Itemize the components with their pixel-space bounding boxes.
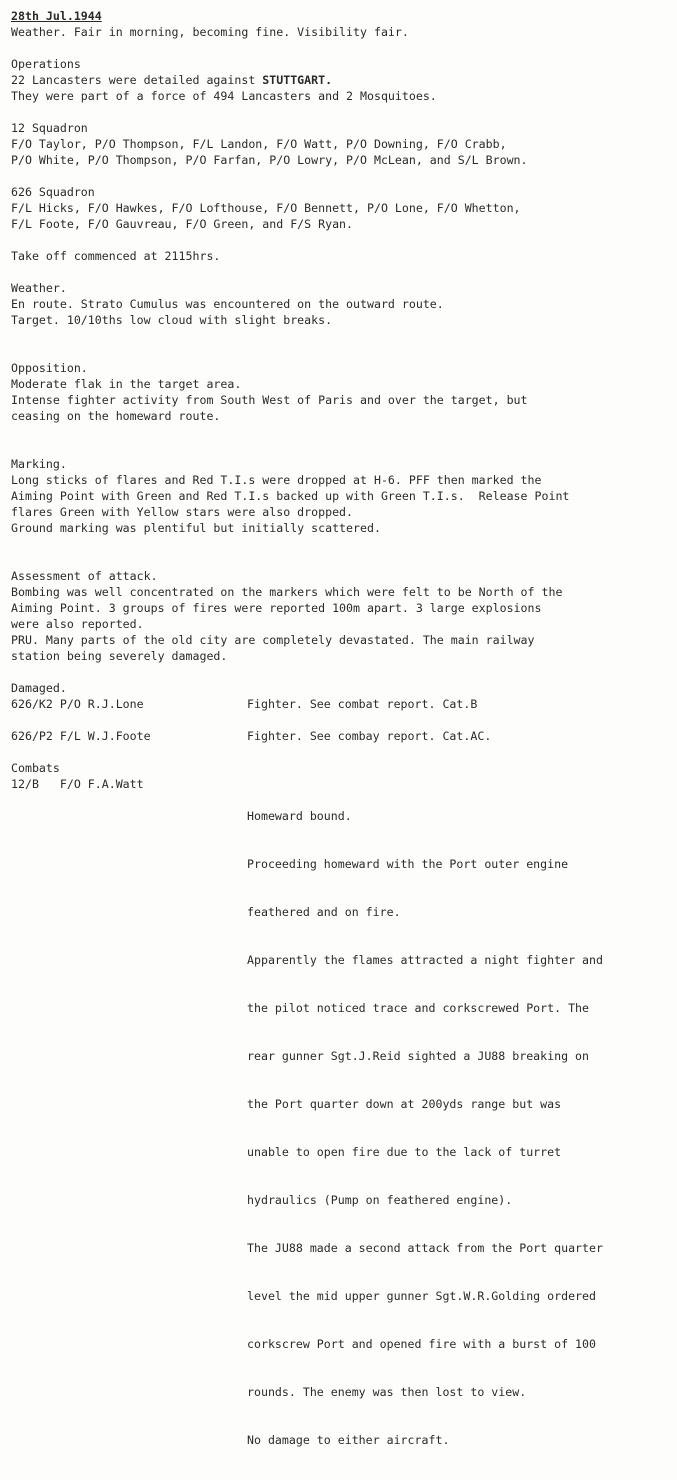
marking-line-1: Long sticks of flares and Red T.I.s were dropped at H-6. PFF then marked the bbox=[11, 473, 542, 487]
assessment-line-5: station being severely damaged. bbox=[11, 649, 228, 663]
squadron-12-crew-line-2: P/O White, P/O Thompson, P/O Farfan, P/O Lowry, P/O McLean, and S/L Brown. bbox=[11, 153, 528, 167]
opposition-section bbox=[11, 360, 671, 424]
damaged-row-1 bbox=[11, 696, 671, 712]
combat-line-11: level the mid upper gunner Sgt.W.R.Golding ordered bbox=[247, 1289, 597, 1303]
squadron-12-heading: 12 Squadron bbox=[11, 121, 88, 135]
damaged-detail-1: Fighter. See combat report. Cat.B bbox=[247, 697, 478, 711]
combat-line-13: rounds. The enemy was then lost to view. bbox=[247, 1385, 527, 1399]
assessment-section bbox=[11, 568, 671, 664]
damaged-aircraft-1: 626/K2 P/O R.J.Lone bbox=[11, 697, 144, 711]
assessment-line-2: Aiming Point. 3 groups of fires were reported 100m apart. 3 large explosions bbox=[11, 601, 542, 615]
marking-line-3: flares Green with Yellow stars were also dropped. bbox=[11, 505, 354, 519]
operations-section bbox=[11, 56, 671, 104]
marking-line-4: Ground marking was plentiful but initially scattered. bbox=[11, 521, 381, 535]
assessment-line-1: Bombing was well concentrated on the markers which were felt to be North of the bbox=[11, 585, 563, 599]
combat-line-1: Homeward bound. bbox=[247, 809, 352, 823]
combat-line-2: Proceeding homeward with the Port outer engine bbox=[247, 857, 569, 871]
opposition-heading: Opposition. bbox=[11, 361, 88, 375]
operations-line-2: They were part of a force of 494 Lancasters and 2 Mosquitoes. bbox=[11, 89, 437, 103]
combat-line-6: rear gunner Sgt.J.Reid sighted a JU88 breaking on bbox=[247, 1049, 590, 1063]
marking-section bbox=[11, 456, 671, 536]
damaged-heading: Damaged. bbox=[11, 681, 67, 695]
squadron-12-crew-line-1: F/O Taylor, P/O Thompson, F/L Landon, F/O Watt, P/O Downing, F/O Crabb, bbox=[11, 137, 507, 151]
opposition-line-3: ceasing on the homeward route. bbox=[11, 409, 221, 423]
combat-line-8: unable to open fire due to the lack of turret bbox=[247, 1145, 562, 1159]
marking-line-2: Aiming Point with Green and Red T.I.s backed up with Green T.I.s. Release Point bbox=[11, 489, 570, 503]
combat-line-5: the pilot noticed trace and corkscrewed Port. The bbox=[247, 1001, 590, 1015]
combat-report bbox=[247, 776, 671, 1480]
squadron-12-section bbox=[11, 120, 671, 168]
opposition-line-1: Moderate flak in the target area. bbox=[11, 377, 242, 391]
takeoff-time: Take off commenced at 2115hrs. bbox=[11, 249, 221, 263]
combat-line-12: corkscrew Port and opened fire with a burst of 100 bbox=[247, 1337, 597, 1351]
assessment-line-3: were also reported. bbox=[11, 617, 144, 631]
operations-line-1-text: 22 Lancasters were detailed against bbox=[11, 73, 263, 87]
combat-line-4: Apparently the flames attracted a night fighter and bbox=[247, 953, 603, 967]
weather-line-2: Target. 10/10ths low cloud with slight breaks. bbox=[11, 313, 333, 327]
operations-line-1 bbox=[11, 72, 671, 88]
document-page bbox=[11, 8, 671, 1480]
squadron-626-crew-line-1: F/L Hicks, F/O Hawkes, F/O Lofthouse, F/O Bennett, P/O Lone, F/O Whetton, bbox=[11, 201, 521, 215]
combat-line-7: the Port quarter down at 200yds range but was bbox=[247, 1097, 562, 1111]
combat-line-9: hydraulics (Pump on feathered engine). bbox=[247, 1193, 513, 1207]
opposition-line-2: Intense fighter activity from South West of Paris and over the target, but bbox=[11, 393, 528, 407]
damaged-aircraft-2: 626/P2 F/L W.J.Foote bbox=[11, 729, 151, 743]
marking-heading: Marking. bbox=[11, 457, 67, 471]
squadron-626-heading: 626 Squadron bbox=[11, 185, 95, 199]
assessment-line-4: PRU. Many parts of the old city are completely devastated. The main railway bbox=[11, 633, 535, 647]
operations-target: STUTTGART. bbox=[262, 73, 333, 87]
combat-line-14: No damage to either aircraft. bbox=[247, 1433, 450, 1447]
combat-line-3: feathered and on fire. bbox=[247, 905, 401, 919]
weather-heading: Weather. bbox=[11, 281, 67, 295]
squadron-626-section bbox=[11, 184, 671, 232]
entry-date: 28th Jul.1944 bbox=[11, 9, 102, 23]
damaged-section bbox=[11, 680, 671, 744]
operations-heading: Operations bbox=[11, 57, 81, 71]
squadron-626-crew-line-2: F/L Foote, F/O Gauvreau, F/O Green, and F/S Ryan. bbox=[11, 217, 354, 231]
combat-aircraft: 12/B F/O F.A.Watt bbox=[11, 777, 144, 791]
combats-heading: Combats bbox=[11, 761, 60, 775]
combat-line-10: The JU88 made a second attack from the Port quarter bbox=[247, 1241, 603, 1255]
combat-row bbox=[11, 776, 671, 1480]
damaged-row-2 bbox=[11, 728, 671, 744]
combats-section bbox=[11, 760, 671, 1480]
weather-section bbox=[11, 280, 671, 328]
weather-line-1: En route. Strato Cumulus was encountered on the outward route. bbox=[11, 297, 444, 311]
damaged-detail-2: Fighter. See combay report. Cat.AC. bbox=[247, 729, 492, 743]
weather-summary: Weather. Fair in morning, becoming fine. Visibility fair. bbox=[11, 25, 409, 39]
assessment-heading: Assessment of attack. bbox=[11, 569, 158, 583]
